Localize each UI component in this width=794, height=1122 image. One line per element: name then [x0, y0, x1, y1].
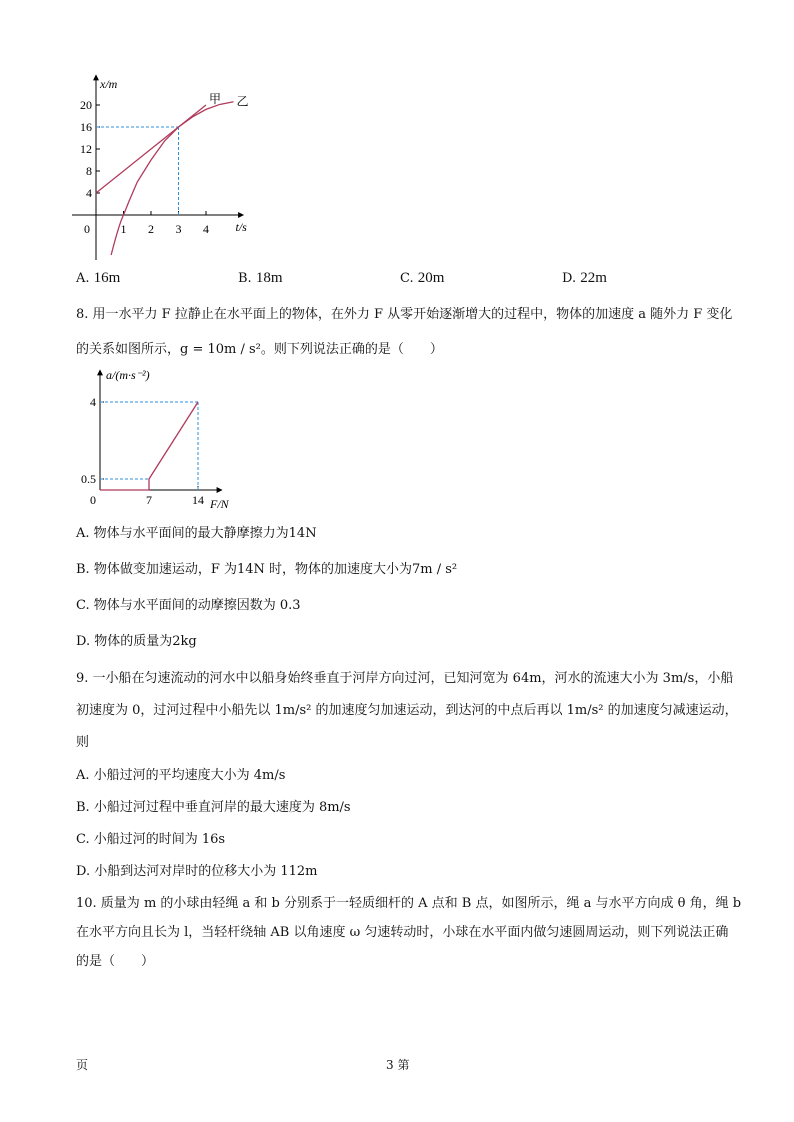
- series-a-F-line: [100, 402, 198, 490]
- option-text: 18m: [255, 270, 283, 286]
- footer-left: 页: [76, 1058, 89, 1072]
- option-text: 20m: [417, 270, 445, 286]
- option-text: 16m: [93, 270, 121, 286]
- q9-stem-line1: 9. 一小船在匀速流动的河水中以船身始终垂直于河岸方向过河，已知河宽为 64m，河水的流速大小为 3m/s，小船: [76, 671, 734, 686]
- q9-option-a[interactable]: A. 小船过河的平均速度大小为 4m/s: [76, 768, 286, 783]
- x-t-graph: [70, 70, 260, 270]
- x-tick-label: 14: [192, 493, 204, 507]
- q9-option-d[interactable]: D. 小船到达河对岸时的位移大小为 112m: [76, 864, 318, 879]
- option-letter: C.: [400, 271, 414, 286]
- series-jia-label: 甲: [209, 92, 222, 106]
- y-tick-label: 20: [80, 98, 92, 112]
- q8-option-a[interactable]: A. 物体与水平面间的最大静摩擦力为14N: [76, 526, 317, 541]
- x-axis-label: F/N: [210, 497, 229, 511]
- q9-stem-line3: 则: [76, 735, 90, 750]
- y-tick-label: 8: [86, 164, 92, 178]
- option-letter: B.: [238, 271, 252, 286]
- x-tick-label: 3: [175, 222, 182, 236]
- page-number: 3 第: [386, 1058, 410, 1072]
- y-tick-label: 16: [80, 120, 92, 134]
- series-yi-label: 乙: [236, 94, 249, 109]
- q9-option-c[interactable]: C. 小船过河的时间为 16s: [76, 832, 226, 847]
- q7-option-c[interactable]: [400, 270, 444, 287]
- q10-stem-line3: 的是（ ）: [76, 954, 155, 969]
- q9-option-b[interactable]: B. 小船过河过程中垂直河岸的最大速度为 8m/s: [76, 800, 351, 815]
- option-letter: D.: [562, 271, 577, 286]
- a-F-graph: [70, 365, 260, 515]
- y-tick-label: 12: [80, 142, 92, 156]
- q8-option-b[interactable]: B. 物体做变加速运动，F 为14N 时，物体的加速度大小为7m / s²: [76, 562, 458, 577]
- q9-stem-line2: 初速度为 0，过河过程中小船先以 1m/s² 的加速度匀加速运动，到达河的中点后再以 1m/s² 的加速度匀减速运动，: [76, 703, 738, 718]
- origin-label: 0: [84, 222, 90, 236]
- x-tick-label: 4: [203, 222, 209, 236]
- q10-stem-line1: 10. 质量为 m 的小球由轻绳 a 和 b 分别系于一轻质细杆的 A 点和 B 点，如图所示，绳 a 与水平方向成 θ 角，绳 b: [76, 896, 742, 911]
- q10-stem-line2: 在水平方向且长为 l，当轻杆绕轴 AB 以角速度 ω 匀速转动时，小球在水平面内做匀速圆周运动，则下列说法正确: [76, 925, 729, 940]
- y-tick-label: 4: [86, 186, 92, 200]
- q8-option-d[interactable]: D. 物体的质量为2kg: [76, 634, 197, 649]
- x-tick-label: 2: [148, 222, 154, 236]
- q8-option-c[interactable]: C. 物体与水平面间的动摩擦因数为 0.3: [76, 598, 301, 613]
- q8-stem-line1: 8. 用一水平力 F 拉静止在水平面上的物体，在外力 F 从零开始逐渐增大的过程中，物体的加速度 a 随外力 F 变化: [76, 307, 733, 322]
- q8-stem-line2: 的关系如图所示，g = 10m / s²。则下列说法正确的是（ ）: [76, 342, 443, 357]
- y-tick-label: 4: [90, 395, 96, 409]
- origin-label: 0: [90, 493, 96, 507]
- x-tick-label: 1: [120, 222, 127, 236]
- x-axis-label: t/s: [235, 220, 247, 234]
- q7-option-d[interactable]: [562, 270, 607, 287]
- option-letter: A.: [76, 271, 90, 286]
- series-yi-curve: [111, 102, 233, 255]
- y-tick-label: 0.5: [81, 472, 96, 486]
- series-jia-line: [96, 105, 206, 193]
- option-text: 22m: [580, 270, 607, 286]
- y-axis-label: x/m: [100, 77, 118, 91]
- x-tick-label: 7: [146, 493, 152, 507]
- q7-option-b[interactable]: [238, 270, 283, 287]
- q7-option-a[interactable]: [76, 270, 120, 287]
- y-axis-label: a/(m·s⁻²): [106, 368, 150, 382]
